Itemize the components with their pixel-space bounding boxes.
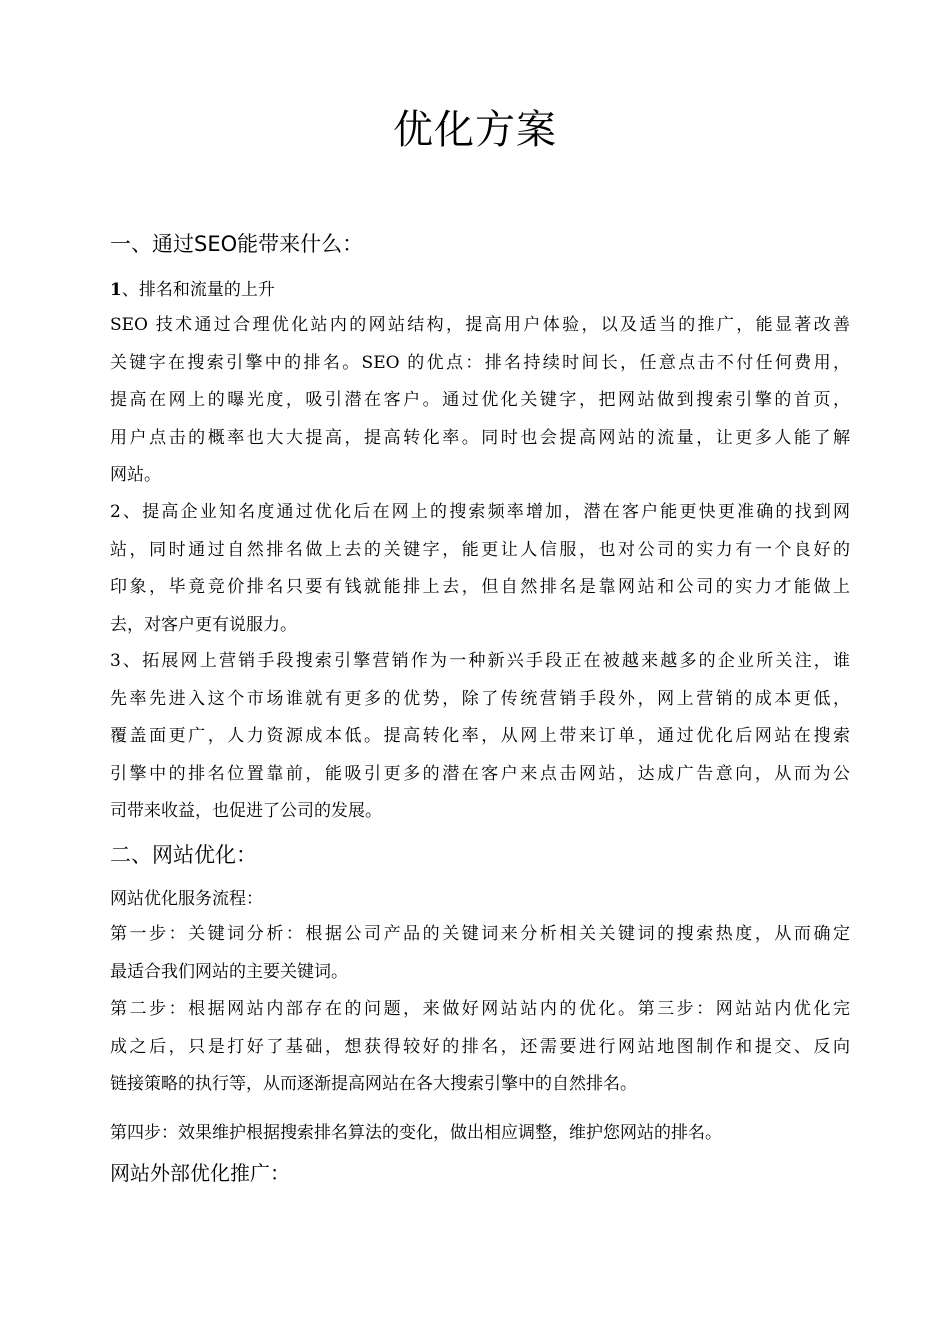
paragraph-line: 链接策略的执行等，从而逐渐提高网站在各大搜索引擎中的自然排名。 <box>110 1074 637 1094</box>
paragraph-line: 引擎中的排名位置靠前，能吸引更多的潜在客户来点击网站，达成广告意向，从而为公 <box>110 763 850 784</box>
paragraph-line: 用户点击的概率也大大提高，提高转化率。同时也会提高网站的流量，让更多人能了解 <box>110 427 850 448</box>
paragraph-line: 第一步：关键词分析：根据公司产品的关键词来分析相关关键词的搜索热度，从而确定 <box>110 924 850 944</box>
paragraph-line: 3、拓展网上营销手段搜索引擎营销作为一种新兴手段正在被越来越多的企业所关注，谁 <box>110 651 850 671</box>
paragraph-line: 最适合我们网站的主要关键词。 <box>110 961 348 982</box>
paragraph-line: 先率先进入这个市场谁就有更多的优势，除了传统营销手段外，网上营销的成本更低， <box>110 688 850 709</box>
paragraph-line: 站，同时通过自然排名做上去的关键字，能更让人信服，也对公司的实力有一个良好的 <box>110 539 850 560</box>
paragraph-steps-two-three <box>110 991 850 1104</box>
paragraph-ranking-traffic <box>110 307 850 495</box>
paragraph-line: 网站。 <box>110 465 161 485</box>
paragraph-online-marketing <box>110 643 850 831</box>
paragraph-line: 提高在网上的曝光度，吸引潜在客户。通过优化关键字，把网站做到搜索引擎的首页， <box>110 390 850 410</box>
paragraph-brand-awareness <box>110 494 850 644</box>
paragraph-line: 成之后，只是打好了基础，想获得较好的排名，还需要进行网站地图制作和提交、反向 <box>110 1036 850 1057</box>
item-heading-text: 、排名和流量的上升 <box>121 280 275 300</box>
paragraph-line: 2、提高企业知名度通过优化后在网上的搜索频率增加，潜在客户能更快更准确的找到网 <box>110 502 850 522</box>
paragraph-line: 印象，毕竟竞价排名只要有钱就能排上去，但自然排名是靠网站和公司的实力才能做上 <box>110 577 850 597</box>
section-heading-site-optimization: 二、网站优化： <box>110 843 257 867</box>
paragraph-line: 第四步：效果维护根据搜索排名算法的变化，做出相应调整，维护您网站的排名。 <box>110 1123 722 1143</box>
paragraph-line: 网站优化服务流程： <box>110 889 263 909</box>
section-heading-suffix: 能带来什么： <box>237 232 364 256</box>
paragraph-line: 去，对客户更有说服力。 <box>110 614 297 635</box>
document-title: 优化方案 <box>393 107 557 153</box>
paragraph-line: SEO 技术通过合理优化站内的网站结构，提高用户体验，以及适当的推广，能显著改善 <box>110 315 850 335</box>
paragraph-step-one <box>110 916 850 991</box>
item-number: 1 <box>110 280 122 300</box>
paragraph-line: 覆盖面更广，人力资源成本低。提高转化率，从网上带来订单，通过优化后网站在搜索 <box>110 726 850 746</box>
paragraph-line: 司带来收益，也促进了公司的发展。 <box>110 801 382 821</box>
section-heading-external-promotion: 网站外部优化推广： <box>110 1161 290 1185</box>
paragraph-line: 第二步：根据网站内部存在的问题，来做好网站站内的优化。第三步：网站站内优化完 <box>110 999 850 1019</box>
paragraph-line: 关键字在搜索引擎中的排名。SEO 的优点：排名持续时间长，任意点击不付任何费用， <box>110 352 850 373</box>
paragraph-step-four <box>110 1115 850 1153</box>
section-heading-seo-benefits <box>110 229 850 259</box>
section-heading-keyword: SEO <box>194 232 238 256</box>
item-heading-ranking-traffic <box>110 277 850 303</box>
paragraph-service-flow-label <box>110 881 850 919</box>
section-heading-prefix: 一、通过 <box>110 232 194 256</box>
